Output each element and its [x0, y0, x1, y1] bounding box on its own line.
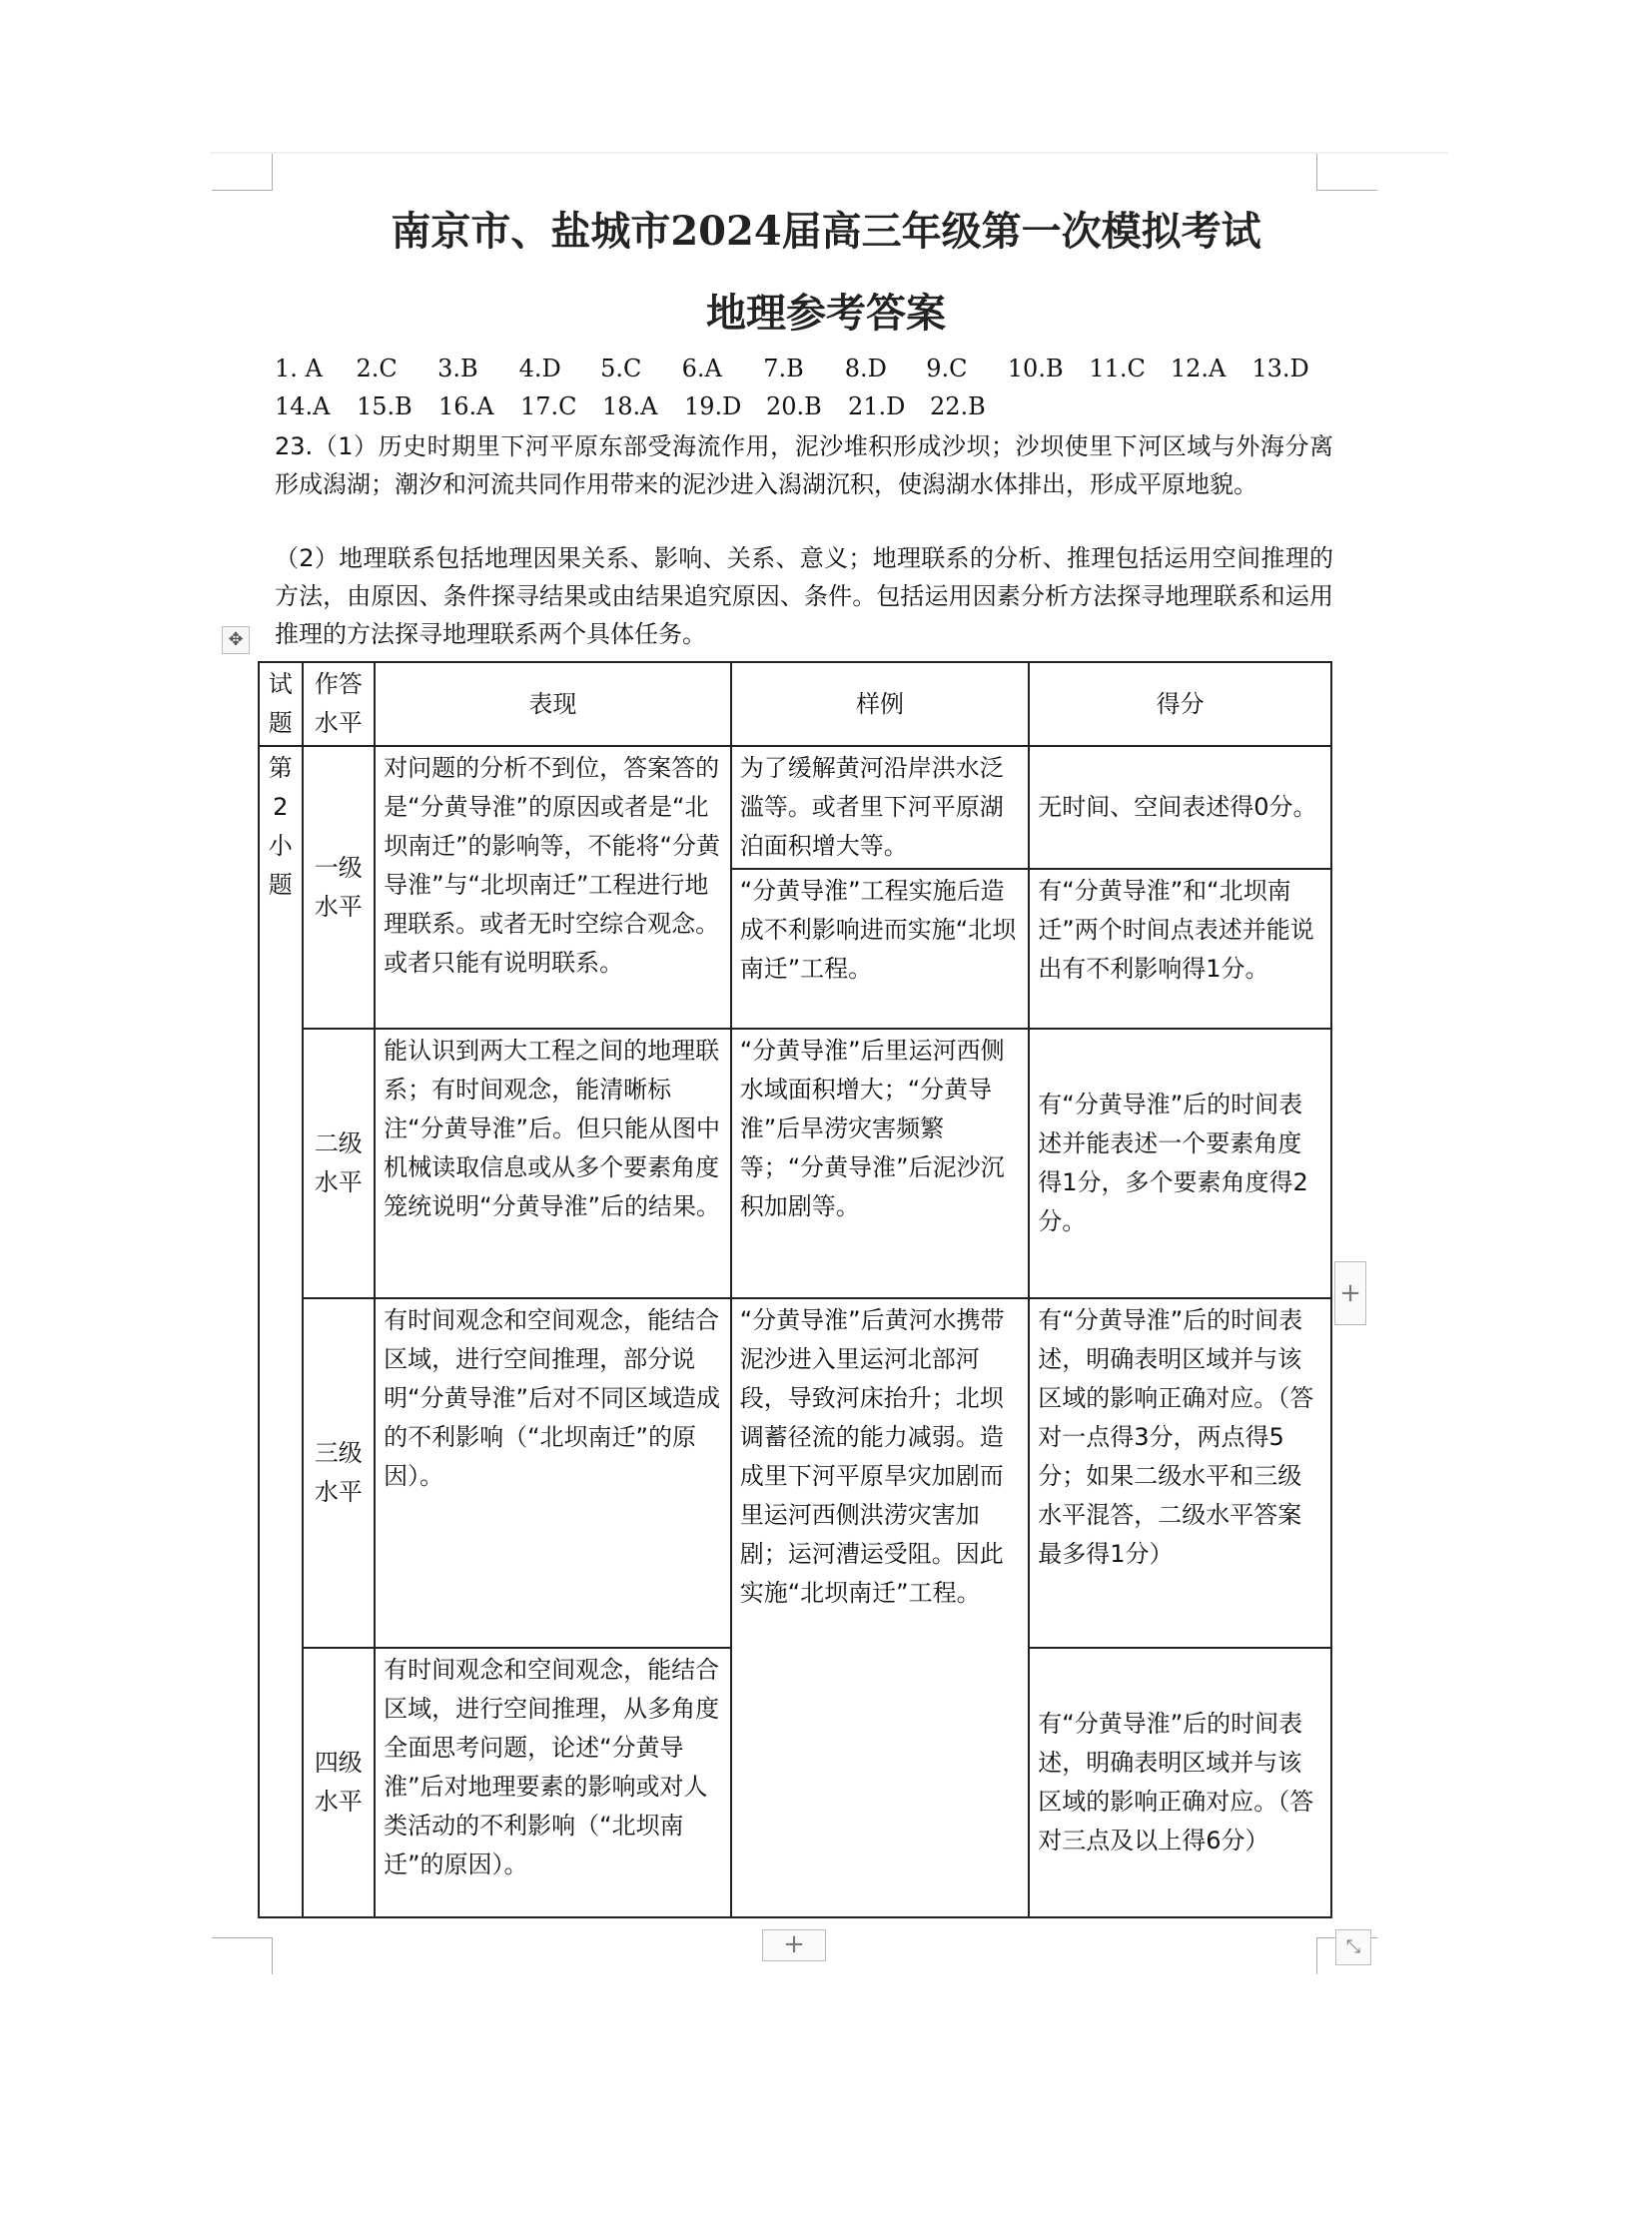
move-handle-icon[interactable]: ✥ [222, 626, 250, 654]
page-top-edge [210, 152, 1448, 154]
level-cell: 二级水平 [303, 1029, 376, 1298]
score-cell: 无时间、空间表述得0分。 [1029, 746, 1331, 869]
add-row-plus-icon[interactable]: + [762, 1929, 826, 1961]
answer-item: 21.D [848, 392, 906, 420]
header-question: 试题 [259, 662, 303, 746]
level-cell: 三级水平 [303, 1298, 376, 1648]
answer-item: 11.C [1089, 355, 1146, 382]
answer-item: 19.D [684, 392, 742, 420]
answer-item: 6.A [681, 355, 722, 382]
sample-cell: “分黄导淮”工程实施后造成不利影响进而实施“北坝南迁”工程。 [731, 869, 1030, 1029]
table-header-row [259, 662, 1331, 746]
score-cell: 有“分黄导淮”后的时间表述并能表述一个要素角度得1分，多个要素角度得2分。 [1029, 1029, 1331, 1298]
answer-item: 9.C [926, 355, 968, 382]
answer-item: 1. A [275, 355, 323, 382]
answer-item: 5.C [600, 355, 642, 382]
table-row [259, 1298, 1331, 1648]
level-cell: 四级水平 [303, 1648, 376, 1917]
margin-corner-top-left [212, 154, 273, 191]
answer-item: 13.D [1251, 355, 1309, 382]
table-row [259, 1029, 1331, 1298]
score-cell: 有“分黄导淮”后的时间表述，明确表明区域并与该区域的影响正确对应。（答对一点得3分，两点得5分；如果二级水平和三级水平混答，二级水平答案最多得1分） [1029, 1298, 1331, 1648]
resize-icon[interactable]: ⤡ [1335, 1929, 1371, 1965]
answer-item: 10.B [1007, 355, 1064, 382]
document-title: 南京市、盐城市2024届高三年级第一次模拟考试 [391, 208, 1261, 255]
answer-item: 3.B [437, 355, 478, 382]
score-cell: 有“分黄导淮”和“北坝南迁”两个时间点表述并能说出有不利影响得1分。 [1029, 869, 1331, 1029]
answer-item: 14.A [275, 392, 331, 420]
add-column-plus-icon[interactable]: + [1334, 1261, 1366, 1325]
answers-row-2 [275, 387, 1333, 425]
header-level: 作答水平 [303, 662, 376, 746]
header-sample: 样例 [731, 662, 1030, 746]
performance-cell: 能认识到两大工程之间的地理联系；有时间观念，能清晰标注“分黄导淮”后。但只能从图中机械读取信息或从多个要素角度笼统说明“分黄导淮”后的结果。 [375, 1029, 731, 1298]
scoring-table [258, 661, 1332, 1918]
margin-corner-top-right [1316, 154, 1377, 191]
question-label-cell [259, 746, 303, 1917]
header-score: 得分 [1029, 662, 1331, 746]
q23-part1-text: 23.（1）历史时期里下河平原东部受海流作用，泥沙堆积形成沙坝；沙坝使里下河区域与外海分离形成潟湖；潮汐和河流共同作用带来的泥沙进入潟湖沉积，使潟湖水体排出，形成平原地貌。 [275, 432, 1333, 498]
answer-item: 4.D [518, 355, 561, 382]
score-cell: 有“分黄导淮”后的时间表述，明确表明区域并与该区域的影响正确对应。（答对三点及以上得6分） [1029, 1648, 1331, 1917]
performance-cell: 有时间观念和空间观念，能结合区域，进行空间推理，从多角度全面思考问题，论述“分黄导淮”后对地理要素的影响或对人类活动的不利影响（“北坝南迁”的原因）。 [375, 1648, 731, 1917]
level-cell: 一级水平 [303, 746, 376, 1029]
answer-item: 16.A [438, 392, 494, 420]
answers-row-1 [275, 350, 1333, 387]
performance-cell: 有时间观念和空间观念，能结合区域，进行空间推理，部分说明“分黄导淮”后对不同区域造成的不利影响（“北坝南迁”的原因）。 [375, 1298, 731, 1648]
margin-corner-bottom-left [212, 1937, 273, 1974]
answer-item: 18.A [602, 392, 658, 420]
answer-item: 15.B [357, 392, 413, 420]
header-performance: 表现 [375, 662, 731, 746]
table-row [259, 746, 1331, 869]
answer-item: 17.C [520, 392, 577, 420]
sample-cell: “分黄导淮”后黄河水携带泥沙进入里运河北部河段，导致河床抬升；北坝调蓄径流的能力减弱。造成里下河平原旱灾加剧而里运河西侧洪涝灾害加剧；运河漕运受阻。因此实施“北坝南迁”工程。 [731, 1298, 1030, 1917]
question-label: 第2小题 [268, 754, 293, 899]
answer-item: 7.B [763, 355, 804, 382]
choice-answers [275, 350, 1333, 425]
sample-cell: “分黄导淮”后里运河西侧水域面积增大；“分黄导淮”后旱涝灾害频繁等；“分黄导淮”后泥沙沉积加剧等。 [731, 1029, 1030, 1298]
answer-item: 2.C [356, 355, 398, 382]
document-subtitle: 地理参考答案 [706, 290, 946, 337]
answer-item: 22.B [930, 392, 986, 420]
sample-cell: 为了缓解黄河沿岸洪水泛滥等。或者里下河平原湖泊面积增大等。 [731, 746, 1030, 869]
answer-item: 8.D [844, 355, 887, 382]
performance-cell: 对问题的分析不到位，答案答的是“分黄导淮”的原因或者是“北坝南迁”的影响等，不能将“分黄导淮”与“北坝南迁”工程进行地理联系。或者无时空综合观念。或者只能有说明联系。 [375, 746, 731, 1029]
answer-item: 20.B [766, 392, 822, 420]
answer-item: 12.A [1170, 355, 1227, 382]
q23-part2-text: （2）地理联系包括地理因果关系、影响、关系、意义；地理联系的分析、推理包括运用空间推理的方法，由原因、条件探寻结果或由结果追究原因、条件。包括运用因素分析方法探寻地理联系和运用推理的方法探寻地理联系两个具体任务。 [275, 544, 1333, 648]
